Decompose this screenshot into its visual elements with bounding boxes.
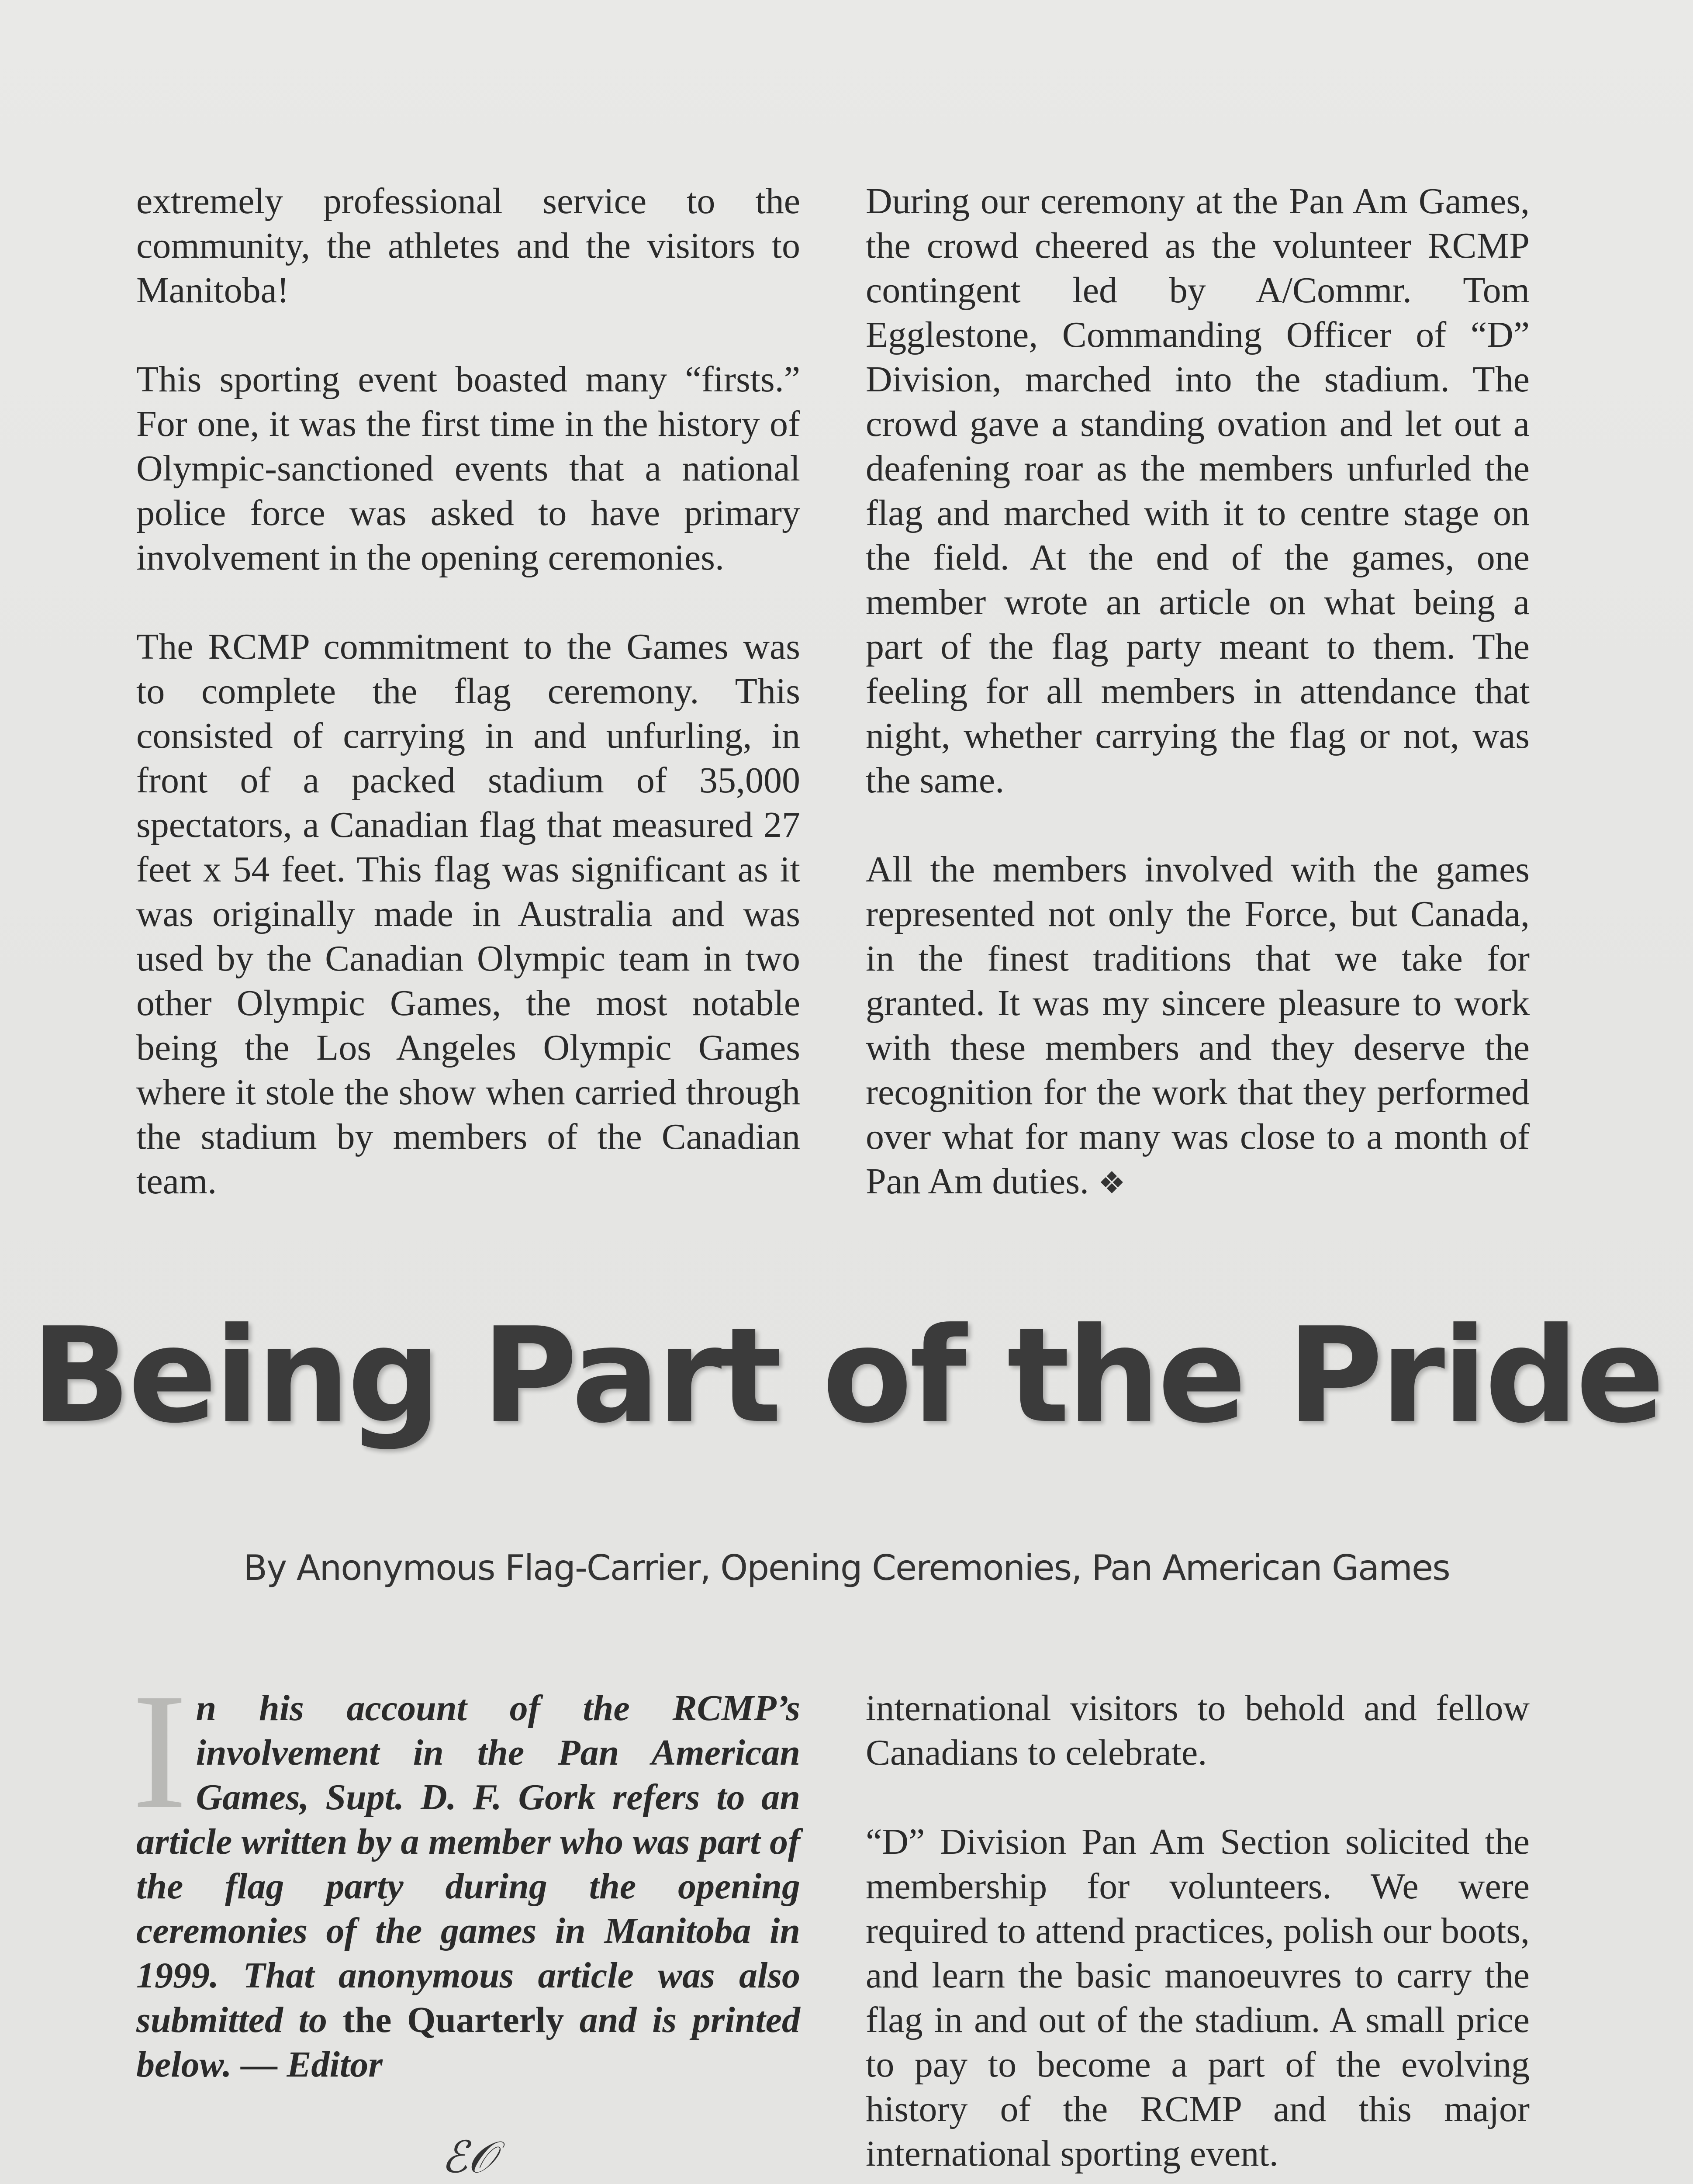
bottom-left-column: [132, 1659, 801, 2184]
article-title: Being Part of the Pride: [31, 1299, 1662, 1452]
paragraph: During our ceremony at the Pan Am Games, the crowd cheered as the volunteer RCMP contingent led by A/Commr. Tom Egglestone, Commanding Officer of “D” Division, marched into the stadium. The crowd gave a standing ovation and let out a deafening roar as the members unfurled the flag and marched with it to centre stage on the field. At the end of the games, one member wrote an article on what being a part of the flag party meant to them. The feeling for all members in attendance that night, whether carrying the flag or not, was the same.: [866, 181, 1530, 801]
intro-text-end: and is printed below. — Editor: [136, 2000, 801, 2085]
quarterly-name: Quarterly: [407, 2000, 564, 2040]
paragraph: This sporting event boasted many “firsts.” For one, it was the first time in the history of Olympic-sanctioned events that a national police force was asked to have primary involvement in the opening ceremonies.: [136, 359, 800, 578]
article-byline: By Anonymous Flag-Carrier, Opening Ceremonies, Pan American Games: [243, 1548, 1450, 1588]
paragraph: international visitors to behold and fellow Canadians to celebrate.: [866, 1688, 1530, 1773]
editor-intro: [132, 1659, 801, 2087]
intro-text: n his account of the RCMP’s involvement in the Pan American Games, Supt. D. F. Gork refers to an article written by a member who was part of the flag party during the opening ceremonies of the games in Manitoba in 1999. That anonymous article was also submitted to: [136, 1688, 800, 2040]
paragraph: The RCMP commitment to the Games was to complete the flag ceremony. This consisted of carrying in and unfurling, in front of a packed stadium of 35,000 spectators, a Canadian flag that measured 27 feet x 54 feet. This flag was significant as it was originally made in Australia and was used by the Canadian Olympic team in two other Olympic Games, the most notable being the Los Angeles Olympic Games where it stole the show when carried through the stadium by members of the Canadian team.: [136, 626, 800, 1202]
drop-cap: I: [132, 1659, 187, 1843]
top-right-column: [866, 179, 1530, 1251]
paragraph-text: All the members involved with the games represented not only the Force, but Canada, in the finest traditions that we take for granted. It was my sincere pleasure to work with these members and they deserve the recognition for the work that they performed over what for many was close to a month of Pan Am duties.: [866, 849, 1530, 1202]
end-mark-icon: ❖: [1098, 1167, 1126, 1200]
paragraph: extremely professional service to the community, the athletes and the visitors to Manitoba!: [136, 181, 800, 311]
top-left-column: [136, 179, 800, 1248]
paragraph: “D” Division Pan Am Section solicited the membership for volunteers. We were required to attend practices, polish our boots, and learn the basic manoeuvres to carry the flag in and out of the stadium. A small price to pay to become a part of the evolving history of the RCMP and this major international sporting event.: [866, 1821, 1530, 2174]
intro-the: the: [342, 2000, 392, 2040]
ornament-icon: ℰ𝒪: [441, 2133, 495, 2182]
paragraph: [866, 847, 1530, 1206]
bottom-right-column: [866, 1686, 1530, 2184]
